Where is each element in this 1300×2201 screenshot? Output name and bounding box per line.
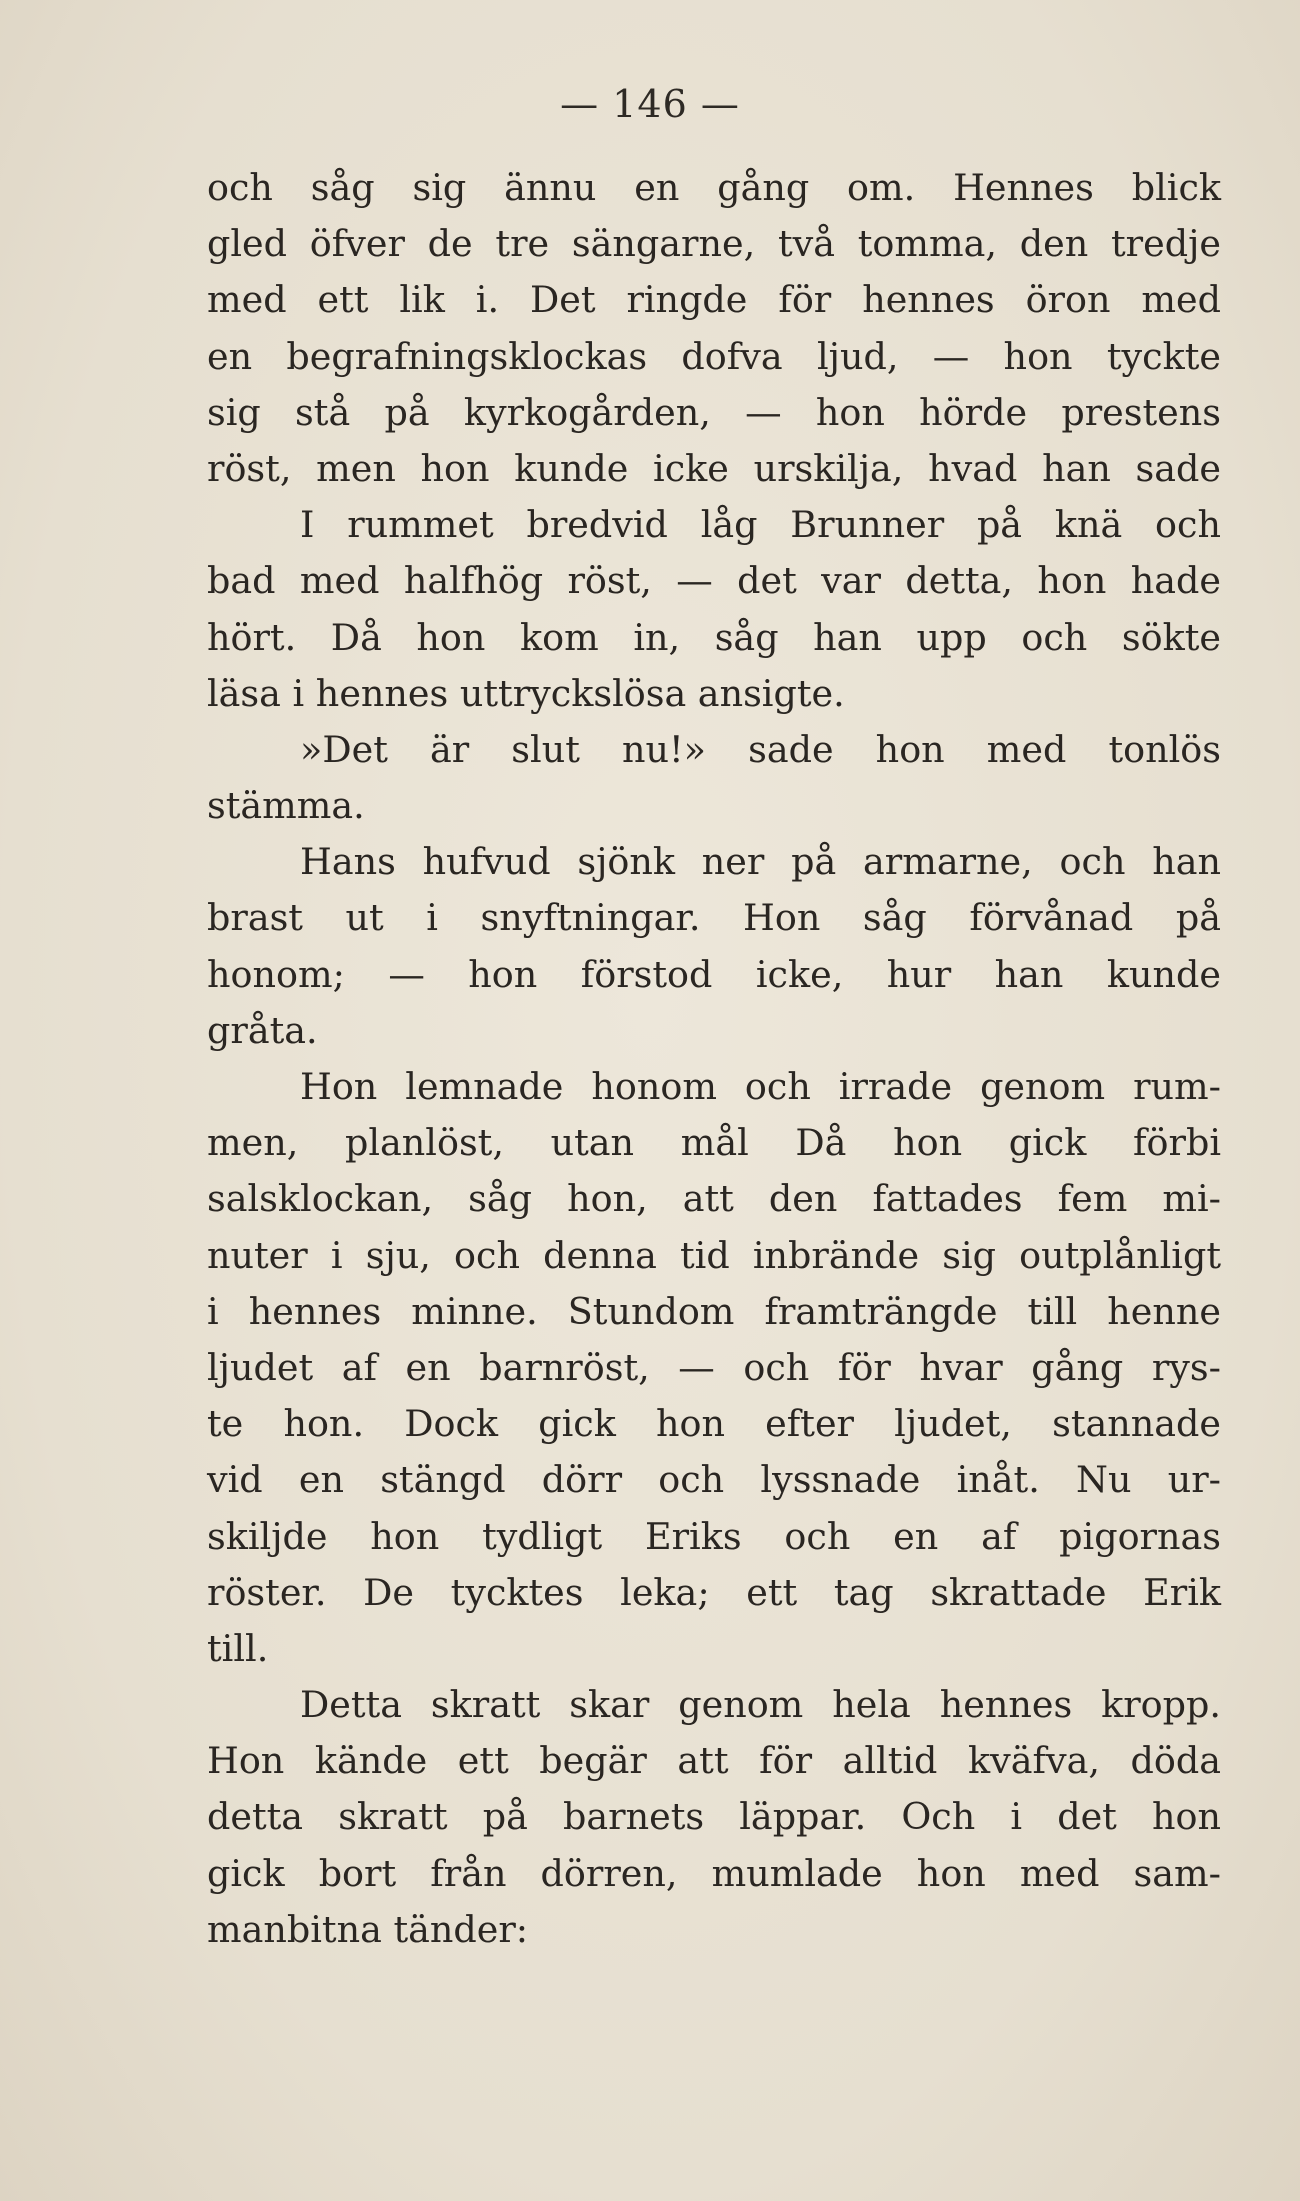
text-line: röst, men hon kunde icke urskilja, hvad han sade (207, 446, 1221, 490)
text-line: bad med halfhög röst, — det var detta, hon hade (207, 559, 1221, 603)
text-line: röster. De tycktes leka; ett tag skrattade Erik (207, 1570, 1221, 1614)
text-line: läsa i hennes uttryckslösa ansigte. (207, 671, 845, 715)
text-line: honom; — hon förstod icke, hur han kunde (207, 952, 1221, 996)
text-line: nuter i sju, och denna tid inbrände sig outplånligt (207, 1233, 1221, 1277)
text-line: brast ut i snyftningar. Hon såg förvånad på (207, 896, 1221, 940)
text-line: gled öfver de tre sängarne, två tomma, den tredje (207, 222, 1221, 266)
text-line: en begrafningsklockas dofva ljud, — hon tyckte (207, 334, 1221, 378)
text-line: sig stå på kyrkogården, — hon hörde prestens (207, 390, 1221, 434)
text-line: detta skratt på barnets läppar. Och i det hon (207, 1795, 1221, 1839)
text-line: te hon. Dock gick hon efter ljudet, stannade (207, 1402, 1221, 1446)
text-line: skiljde hon tydligt Eriks och en af pigornas (207, 1514, 1221, 1558)
text-line: men, planlöst, utan mål Då hon gick förbi (207, 1121, 1221, 1165)
text-line: ljudet af en barnröst, — och för hvar gång rys- (207, 1345, 1221, 1389)
text-line: Hans hufvud sjönk ner på armarne, och han (300, 840, 1221, 884)
text-line: I rummet bredvid låg Brunner på knä och (300, 503, 1221, 547)
text-line: till. (207, 1626, 269, 1670)
text-line: gråta. (207, 1008, 318, 1052)
text-line: hört. Då hon kom in, såg han upp och sökte (207, 615, 1221, 659)
text-line: salsklockan, såg hon, att den fattades fem mi- (207, 1177, 1221, 1221)
text-line: »Det är slut nu!» sade hon med tonlös (300, 727, 1221, 771)
text-line: manbitna tänder: (207, 1907, 529, 1951)
page-number: — 146 — (560, 82, 740, 126)
text-line: i hennes minne. Stundom framträngde till henne (207, 1289, 1221, 1333)
text-line: Detta skratt skar genom hela hennes kropp. (300, 1683, 1221, 1727)
body-text (207, 160, 1221, 1958)
text-line: Hon lemnade honom och irrade genom rum- (300, 1065, 1221, 1108)
text-line: gick bort från dörren, mumlade hon med sam- (207, 1851, 1221, 1895)
text-line: stämma. (207, 784, 365, 828)
text-line: vid en stängd dörr och lyssnade inåt. Nu ur- (207, 1458, 1221, 1502)
text-line: Hon kände ett begär att för alltid kväfva, döda (207, 1739, 1221, 1783)
text-line: med ett lik i. Det ringde för hennes öron med (207, 278, 1221, 322)
text-line: och såg sig ännu en gång om. Hennes blick (207, 166, 1221, 209)
